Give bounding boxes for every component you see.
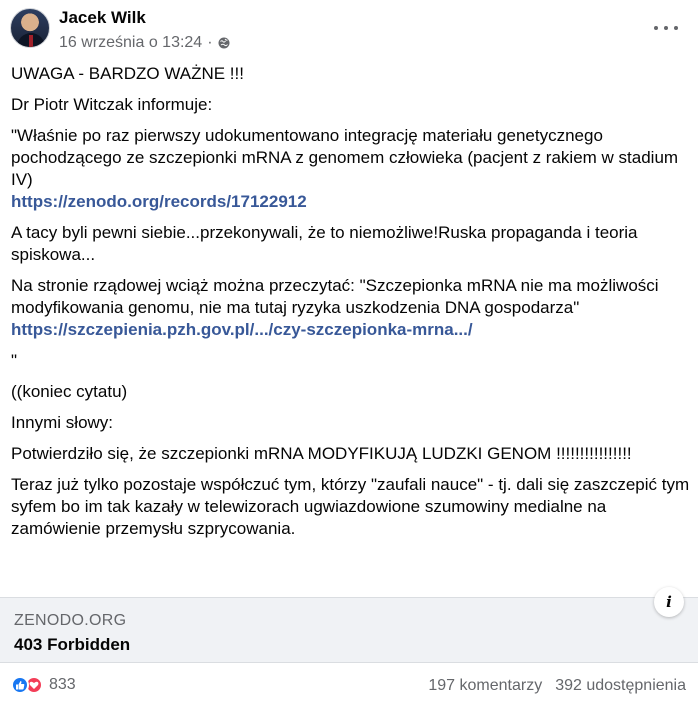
like-icon <box>11 676 29 694</box>
link-domain: ZENODO.ORG <box>14 612 127 629</box>
info-icon[interactable]: i <box>654 587 684 617</box>
post-paragraph: Innymi słowy: <box>11 413 114 432</box>
comments-count[interactable]: 197 komentarzy <box>428 677 543 694</box>
post-paragraph: Teraz już tylko pozostaje współczuć tym, którzy "zaufali nauce" - tj. dali się zaszczepić tym syfem bo im tak kazały w telewizorach ugwiazdowione szumowiny medialne na zamówienie przemysłu szprycowania. <box>11 475 690 538</box>
post-meta <box>59 34 230 52</box>
quote-text: "Właśnie po raz pierwszy udokumentowano integrację materiału genetycznego pochodzącego ze szczepionki mRNA z genomem człowieka (pacjent z rakiem w stadium IV) <box>11 126 679 189</box>
shares-count[interactable]: 392 udostępnienia <box>555 677 686 694</box>
link-preview-card[interactable] <box>0 593 698 663</box>
globe-icon <box>218 37 230 49</box>
post-paragraph: A tacy byli pewni siebie...przekonywali, że to niemożliwe!Ruska propaganda i teoria spiskowa... <box>11 223 638 264</box>
reactions-summary[interactable] <box>11 676 76 694</box>
post-paragraph: Dr Piotr Witczak informuje: <box>11 95 213 114</box>
zenodo-link[interactable]: https://zenodo.org/records/17122912 <box>11 192 307 211</box>
link-title: 403 Forbidden <box>14 635 131 654</box>
post-paragraph: " <box>11 351 18 370</box>
post-header <box>0 0 698 58</box>
author-avatar[interactable] <box>10 8 50 48</box>
post-paragraph: Potwierdziło się, że szczepionki mRNA MODYFIKUJĄ LUDZKI GENOM !!!!!!!!!!!!!!!! <box>11 444 632 463</box>
author-name[interactable]: Jacek Wilk <box>59 8 146 27</box>
reaction-count: 833 <box>49 676 76 693</box>
post-paragraph <box>11 125 691 213</box>
pzh-link[interactable]: https://szczepienia.pzh.gov.pl/.../czy-szczepionka-mrna.../ <box>11 320 473 339</box>
post-timestamp[interactable]: 16 września o 13:24 <box>59 34 203 51</box>
post-paragraph: ((koniec cytatu) <box>11 382 128 401</box>
more-options-icon[interactable] <box>654 18 678 38</box>
post-body <box>11 63 691 549</box>
post-stats <box>428 677 686 695</box>
meta-separator: · <box>207 34 213 51</box>
post-paragraph: UWAGA - BARDZO WAŻNE !!! <box>11 64 244 83</box>
quote-text: Na stronie rządowej wciąż można przeczytać: "Szczepionka mRNA nie ma możliwości modyfikowania genomu, nie ma tutaj ryzyka uszkodzenia DNA gospodarza" <box>11 276 659 317</box>
post-paragraph <box>11 275 691 341</box>
post-footer <box>0 663 698 706</box>
